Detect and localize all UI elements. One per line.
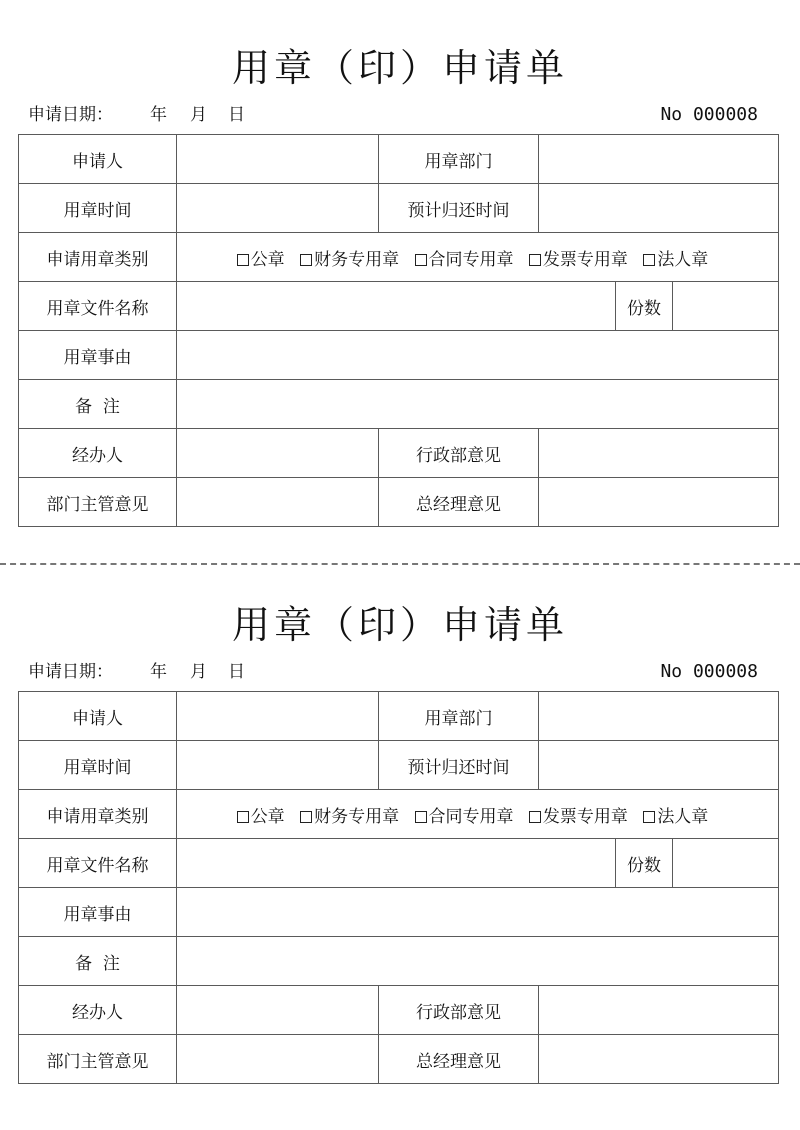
table-row	[19, 692, 779, 741]
date-month: 月	[190, 662, 207, 682]
gm-opinion-field[interactable]	[539, 1035, 779, 1084]
apply-date-label: 申请日期：	[28, 105, 113, 125]
table-row	[19, 790, 779, 839]
file-name-field[interactable]	[177, 282, 616, 331]
checkbox-icon[interactable]	[237, 811, 249, 823]
checkbox-icon[interactable]	[415, 254, 427, 266]
applicant-field[interactable]	[177, 692, 379, 741]
table-row	[19, 839, 779, 888]
dept-field[interactable]	[539, 135, 779, 184]
table-row	[19, 380, 779, 429]
option-invoice-seal[interactable]: 发票专用章	[529, 250, 628, 270]
checkbox-icon[interactable]	[300, 811, 312, 823]
remarks-field[interactable]	[177, 937, 779, 986]
option-contract-seal[interactable]: 合同专用章	[415, 807, 514, 827]
table-row	[19, 331, 779, 380]
date-month: 月	[190, 105, 207, 125]
return-time-label: 预计归还时间	[379, 184, 539, 233]
date-day: 日	[228, 105, 245, 125]
time-label: 用章时间	[19, 184, 177, 233]
gm-opinion-label: 总经理意见	[379, 1035, 539, 1084]
date-year: 年	[150, 105, 167, 125]
applicant-field[interactable]	[177, 135, 379, 184]
form-table	[18, 691, 779, 1084]
checkbox-icon[interactable]	[300, 254, 312, 266]
option-official-seal[interactable]: 公章	[237, 250, 285, 270]
option-official-seal[interactable]: 公章	[237, 807, 285, 827]
seal-request-form-1	[0, 0, 800, 560]
form-title: 用章（印）申请单	[231, 603, 568, 647]
checkbox-icon[interactable]	[237, 254, 249, 266]
table-row	[19, 184, 779, 233]
reason-field[interactable]	[177, 331, 779, 380]
reason-label: 用章事由	[19, 331, 177, 380]
form-title: 用章（印）申请单	[231, 46, 568, 90]
handler-label: 经办人	[19, 986, 177, 1035]
dept-field[interactable]	[539, 692, 779, 741]
table-row	[19, 135, 779, 184]
dept-label: 用章部门	[379, 135, 539, 184]
table-row	[19, 1035, 779, 1084]
form-number: No 000008	[660, 661, 758, 682]
category-label: 申请用章类别	[19, 233, 177, 282]
copies-label: 份数	[616, 282, 673, 331]
dept-head-opinion-label: 部门主管意见	[19, 1035, 177, 1084]
reason-field[interactable]	[177, 888, 779, 937]
date-year: 年	[150, 662, 167, 682]
seal-request-form-2	[0, 557, 800, 1117]
table-row	[19, 741, 779, 790]
checkbox-icon[interactable]	[529, 811, 541, 823]
dept-head-opinion-label: 部门主管意见	[19, 478, 177, 527]
dept-head-opinion-field[interactable]	[177, 1035, 379, 1084]
option-contract-seal[interactable]: 合同专用章	[415, 250, 514, 270]
applicant-label: 申请人	[19, 692, 177, 741]
form-number: No 000008	[660, 104, 758, 125]
return-time-label: 预计归还时间	[379, 741, 539, 790]
option-finance-seal[interactable]: 财务专用章	[300, 807, 399, 827]
checkbox-icon[interactable]	[643, 254, 655, 266]
checkbox-icon[interactable]	[415, 811, 427, 823]
option-finance-seal[interactable]: 财务专用章	[300, 250, 399, 270]
time-label: 用章时间	[19, 741, 177, 790]
file-name-field[interactable]	[177, 839, 616, 888]
option-legal-person-seal[interactable]: 法人章	[643, 250, 708, 270]
option-invoice-seal[interactable]: 发票专用章	[529, 807, 628, 827]
admin-opinion-field[interactable]	[539, 986, 779, 1035]
gm-opinion-field[interactable]	[539, 478, 779, 527]
option-legal-person-seal[interactable]: 法人章	[643, 807, 708, 827]
return-time-field[interactable]	[539, 184, 779, 233]
copies-label: 份数	[616, 839, 673, 888]
dept-label: 用章部门	[379, 692, 539, 741]
table-row	[19, 429, 779, 478]
handler-field[interactable]	[177, 986, 379, 1035]
category-options	[177, 790, 779, 839]
gm-opinion-label: 总经理意见	[379, 478, 539, 527]
admin-opinion-field[interactable]	[539, 429, 779, 478]
table-row	[19, 986, 779, 1035]
category-label: 申请用章类别	[19, 790, 177, 839]
applicant-label: 申请人	[19, 135, 177, 184]
admin-opinion-label: 行政部意见	[379, 986, 539, 1035]
file-name-label: 用章文件名称	[19, 839, 177, 888]
time-field[interactable]	[177, 184, 379, 233]
remarks-field[interactable]	[177, 380, 779, 429]
handler-label: 经办人	[19, 429, 177, 478]
copies-field[interactable]	[673, 282, 779, 331]
category-options	[177, 233, 779, 282]
copies-field[interactable]	[673, 839, 779, 888]
remarks-label: 备 注	[19, 937, 177, 986]
remarks-label: 备 注	[19, 380, 177, 429]
table-row	[19, 937, 779, 986]
form-table	[18, 134, 779, 527]
checkbox-icon[interactable]	[529, 254, 541, 266]
handler-field[interactable]	[177, 429, 379, 478]
dept-head-opinion-field[interactable]	[177, 478, 379, 527]
table-row	[19, 478, 779, 527]
table-row	[19, 233, 779, 282]
file-name-label: 用章文件名称	[19, 282, 177, 331]
reason-label: 用章事由	[19, 888, 177, 937]
apply-date-label: 申请日期：	[28, 662, 113, 682]
table-row	[19, 282, 779, 331]
table-row	[19, 888, 779, 937]
admin-opinion-label: 行政部意见	[379, 429, 539, 478]
time-field[interactable]	[177, 741, 379, 790]
date-day: 日	[228, 662, 245, 682]
checkbox-icon[interactable]	[643, 811, 655, 823]
return-time-field[interactable]	[539, 741, 779, 790]
